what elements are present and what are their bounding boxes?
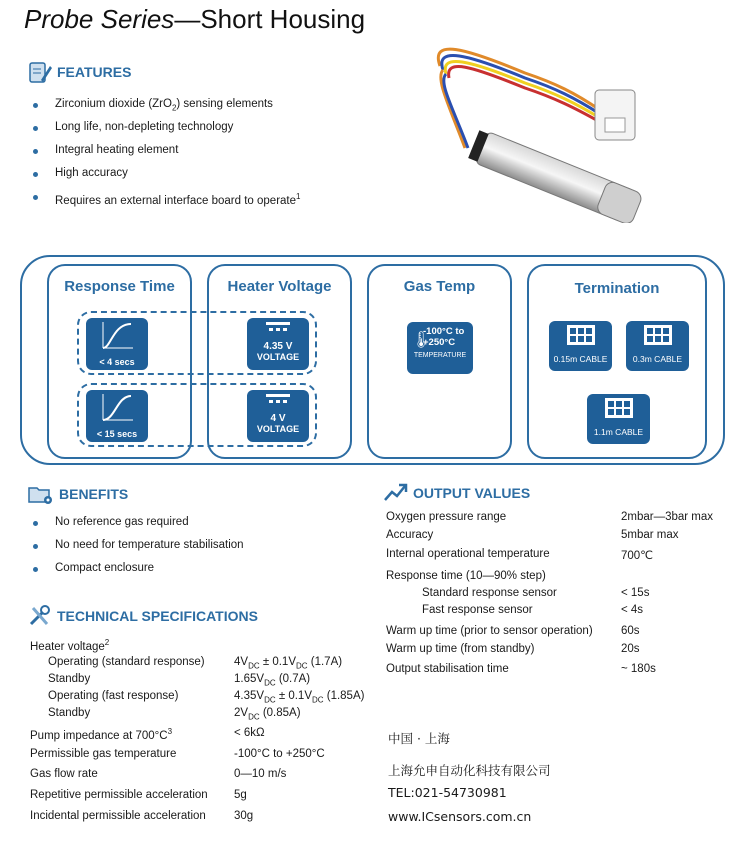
output-value: ~ 180s <box>621 663 656 675</box>
spec-label: Gas flow rate <box>30 768 98 780</box>
card-title: Response Time <box>64 278 175 295</box>
probe-sensor-image <box>405 28 660 223</box>
features-heading: FEATURES <box>27 60 131 84</box>
output-value: 2mbar—3bar max <box>621 511 714 523</box>
spec-label: Standby <box>48 707 91 719</box>
output-label: Response time (10—90% step) <box>386 570 546 582</box>
spec-value: $2V_{DC}$ (0.85A) <box>234 707 301 722</box>
spec-label: Operating (standard response) <box>48 656 205 668</box>
response-tile-fast: < 4 secs <box>86 318 148 370</box>
output-label: Standard response sensor <box>422 587 557 599</box>
temperature-tile: 🌡 -100°C to +250°C TEMPERATURE <box>407 322 473 374</box>
benefits-list <box>27 511 244 580</box>
connector-icon <box>638 321 678 349</box>
spec-value: $4.35V_{DC} \pm 0.1V_{DC}$ (1.85A) <box>234 690 365 705</box>
voltage-tile-standard: 4 V VOLTAGE <box>247 390 309 442</box>
card-title: Gas Temp <box>403 278 476 295</box>
benefits-heading: BENEFITS <box>27 482 128 506</box>
cable-tile-11: 1.1m CABLE <box>587 394 650 444</box>
spec-label: Repetitive permissible acceleration <box>30 789 208 801</box>
output-values-heading: OUTPUT VALUES <box>383 482 530 504</box>
voltage-tile-fast: 4.35 V VOLTAGE <box>247 318 309 370</box>
contact-phone: TEL:021-54730981 <box>388 785 507 800</box>
output-label: Accuracy <box>386 529 434 541</box>
spec-value: 5g <box>234 789 247 801</box>
spec-value: $1.65V_{DC}$ (0.7A) <box>234 673 311 688</box>
card-title: Heater Voltage <box>227 278 332 295</box>
output-value: < 4s <box>621 604 644 616</box>
output-label: Warm up time (from standby) <box>386 643 535 655</box>
thermometer-icon: 🌡 <box>411 332 432 349</box>
contact-company: 上海允申自动化科技有限公司 <box>388 763 551 778</box>
output-value: 5mbar max <box>621 529 679 541</box>
output-label: Oxygen pressure range <box>386 511 507 523</box>
list-item: Integral heating element <box>27 139 300 162</box>
spec-label: Pump impedance at $700^\circ C^3$ <box>30 727 173 742</box>
list-item: Requires an external interface board to operate$^1$ <box>27 185 300 208</box>
heater-voltage-label: Heater voltage$^2$ <box>30 638 110 653</box>
list-item: No reference gas required <box>27 511 244 534</box>
output-label: Warm up time (prior to sensor operation) <box>386 625 593 637</box>
spec-value: 30g <box>234 810 254 822</box>
connector-icon <box>561 321 601 349</box>
folder-gear-icon <box>27 482 55 506</box>
output-value: 60s <box>621 625 640 637</box>
output-value: 700℃ <box>621 550 654 562</box>
list-item: Long life, non-depleting technology <box>27 116 300 139</box>
features-list <box>27 93 300 208</box>
specs-panel <box>20 255 725 465</box>
list-item: Zirconium dioxide (ZrO$_2$) sensing elements <box>27 93 300 116</box>
termination-card <box>527 264 707 459</box>
output-label: Output stabilisation time <box>386 663 509 675</box>
spec-label: Standby <box>48 673 91 685</box>
cable-tile-03: 0.3m CABLE <box>626 321 689 371</box>
response-curve-icon <box>97 318 137 352</box>
list-item: No need for temperature stabilisation <box>27 534 244 557</box>
spec-value: -100°C to +250°C <box>234 748 325 760</box>
list-item: Compact enclosure <box>27 557 244 580</box>
spec-label: Incidental permissible acceleration <box>30 810 206 822</box>
trend-arrow-icon <box>383 482 409 504</box>
battery-icon <box>258 318 298 336</box>
spec-value: < 6kΩ <box>234 727 265 739</box>
contact-website[interactable]: www.ICsensors.com.cn <box>388 809 532 824</box>
output-value: 20s <box>621 643 640 655</box>
contact-location: 中国 · 上海 <box>388 731 450 746</box>
list-item: High accuracy <box>27 162 300 185</box>
connector-icon <box>599 394 639 422</box>
response-curve-icon <box>97 390 137 424</box>
battery-icon <box>258 390 298 408</box>
spec-value: $4V_{DC} \pm 0.1V_{DC}$ (1.7A) <box>234 656 343 671</box>
card-title: Termination <box>574 280 660 297</box>
output-label: Internal operational temperature <box>386 548 550 560</box>
spec-label: Operating (fast response) <box>48 690 179 702</box>
document-pencil-icon <box>27 60 53 84</box>
wrench-screwdriver-icon <box>27 604 53 628</box>
gas-temp-card <box>367 264 512 459</box>
output-value: < 15s <box>621 587 650 599</box>
spec-label: Permissible gas temperature <box>30 748 177 760</box>
cable-tile-015: 0.15m CABLE <box>549 321 612 371</box>
page-title: Probe Series—Short Housing <box>24 4 366 34</box>
output-label: Fast response sensor <box>422 604 533 616</box>
response-tile-standard: < 15 secs <box>86 390 148 442</box>
tech-specs-heading: TECHNICAL SPECIFICATIONS <box>27 604 258 628</box>
spec-value: 0—10 m/s <box>234 768 287 780</box>
